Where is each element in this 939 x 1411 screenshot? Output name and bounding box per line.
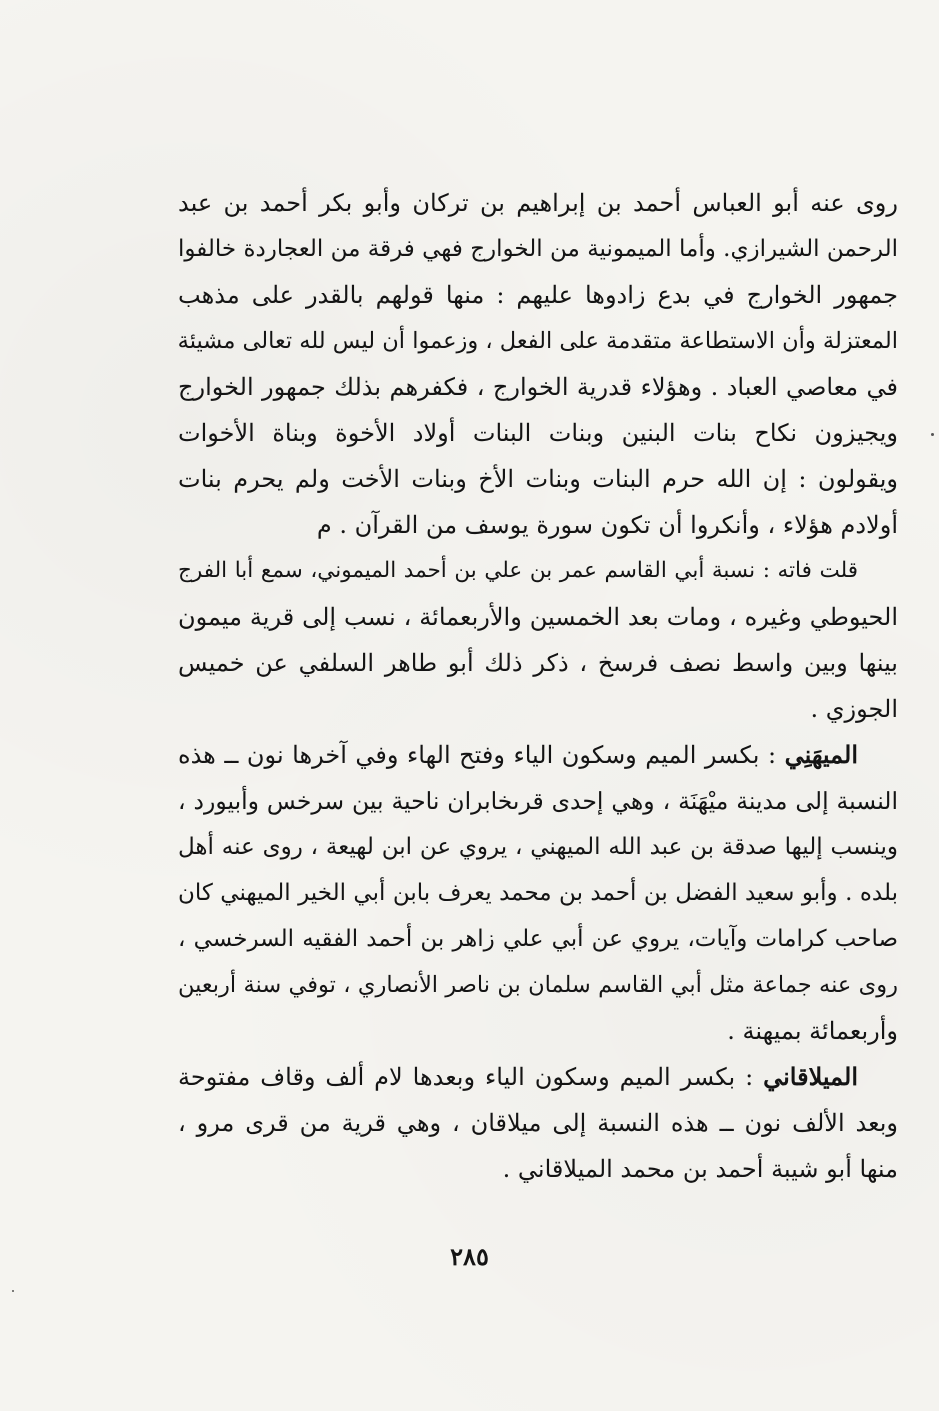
text-line: وبعد الألف نون ــ هذه النسبة إلى ميلاقان ، وهي قرية من قرى مرو ، [178,1109,898,1137]
entry-first-line [178,732,898,778]
text-line: المعتزلة وأن الاستطاعة متقدمة على الفعل ، وزعموا أن ليس لله تعالى مشيئة [177,328,898,354]
text-line: بلده . وأبو سعيد الفضل بن أحمد بن محمد يعرف بابن أبي الخير الميهني كان [178,880,898,906]
text-line: روى عنه أبو العباس أحمد بن إبراهيم بن تركان وأبو بكر أحمد بن عبد [178,189,898,217]
text-line: أولادم هؤلاء ، وأنكروا أن تكون سورة يوسف من القرآن . م [316,511,898,539]
text-line: النسبة إلى مدينة ميْهَنَة ، وهي إحدى قرىخابران ناحية بين سرخس وأبيورد ، [178,787,898,815]
scan-speck [12,1290,14,1292]
text-line: منها أبو شيبة أحمد بن محمد الميلاقاني . [502,1155,898,1183]
paragraph-1 [178,180,898,548]
text-line: بينها وبين واسط نصف فرسخ ، ذكر ذلك أبو طاهر السلفي عن خميس [178,649,898,677]
text-line: في معاصي العباد . وهؤلاء قدرية الخوارج ، فكفرهم بذلك جمهور الخوارج [178,373,898,401]
entry-definition-start: : بكسر الميم وسكون الياء وفتح الهاء وفي آخرها نون ــ هذه [178,741,785,769]
text-line: وأربعمائة بميهنة . [727,1017,898,1045]
entry-term: الميهَنِي [784,740,858,769]
paragraph-2 [178,548,898,732]
text-line: روى عنه جماعة مثل أبي القاسم سلمان بن ناصر الأنصاري ، توفي سنة أربعين [178,972,898,998]
text-line: قلت فاته : نسبة أبي القاسم عمر بن علي بن أحمد الميموني، سمع أبا الفرج [178,558,858,583]
entry-term: الميلاقاني [763,1062,858,1091]
entry-al-mayhani [178,732,898,1054]
text-line: الحيوطي وغيره ، ومات بعد الخمسين والأربعمائة ، نسب إلى قرية ميمون [178,603,898,631]
text-line: صاحب كرامات وآيات، يروي عن أبي علي زاهر بن أحمد الفقيه السرخسي ، [178,926,898,952]
scan-speck [931,433,934,436]
entry-definition-start: : بكسر الميم وسكون الياء وبعدها لام ألف وقاف مفتوحة [178,1063,764,1091]
text-line: جمهور الخوارج في بدع زادوها عليهم : منها قولهم بالقدر على مذهب [178,281,898,309]
text-line: ويجيزون نكاح بنات البنين وبنات البنات أولاد الأخوة وبناة الأخوات [178,419,898,447]
entry-first-line [178,1054,898,1100]
text-line: الجوزي . [810,695,898,723]
text-line: ويقولون : إن الله حرم البنات وبنات الأخ وبنات الأخت ولم يحرم بنات [178,465,898,493]
page-number: ٢٨٥ [450,1242,489,1271]
text-line: وينسب إليها صدقة بن عبد الله الميهني ، يروي عن ابن لهيعة ، روى عنه أهل [178,834,898,860]
text-line: الرحمن الشيرازي. وأما الميمونية من الخوارج فهي فرقة من العجاردة خالفوا [178,236,898,262]
entry-al-milaqani [178,1054,898,1192]
